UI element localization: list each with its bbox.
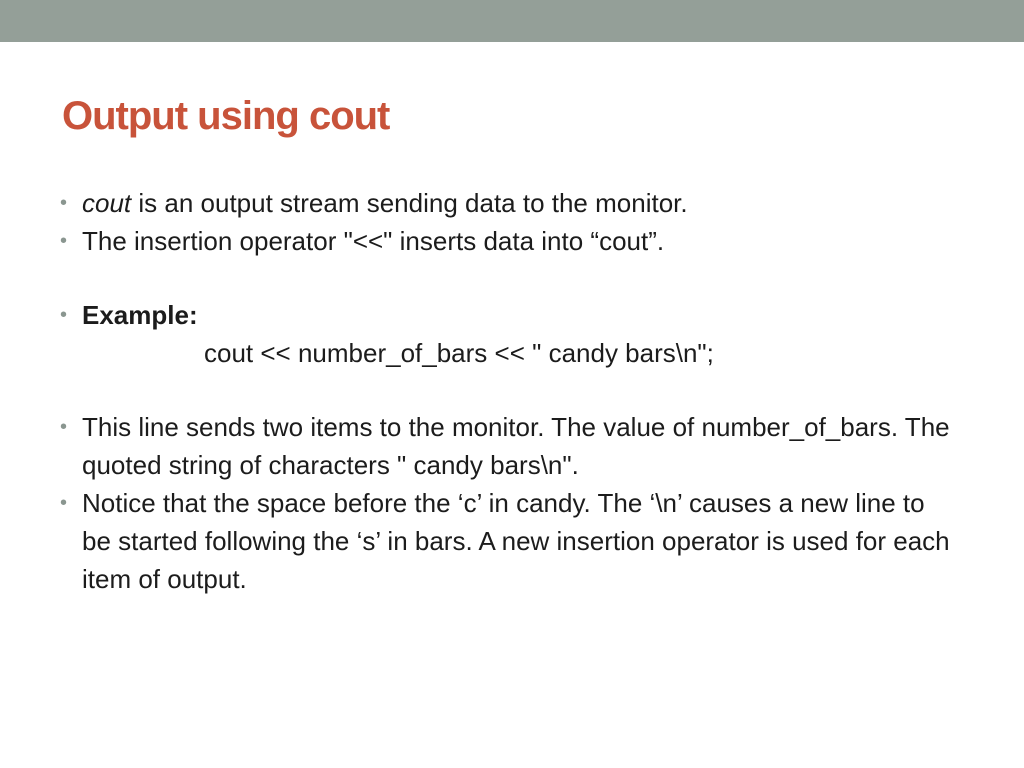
bullet-item xyxy=(60,484,960,598)
bullet-icon: • xyxy=(60,304,68,326)
bullet-item xyxy=(60,408,960,484)
bullet-text: The insertion operator "<<" inserts data into “cout”. xyxy=(82,226,665,256)
bullet-text: is an output stream sending data to the monitor. xyxy=(131,188,688,218)
example-label: Example: xyxy=(82,300,198,330)
code-example: cout << number_of_bars << " candy bars\n"; xyxy=(204,338,714,368)
bullet-text: This line sends two items to the monitor. The value of number_of_bars. The quoted string of characters " candy bars\n". xyxy=(82,412,950,480)
cout-term: cout xyxy=(82,188,132,218)
bullet-icon: • xyxy=(60,492,68,514)
bullet-item xyxy=(60,184,960,222)
bullet-icon: • xyxy=(60,416,68,438)
top-band xyxy=(0,0,1024,42)
bullet-icon: • xyxy=(60,192,68,214)
slide-body xyxy=(60,184,960,598)
bullet-item xyxy=(60,296,960,334)
bullet-icon: • xyxy=(60,230,68,252)
bullet-text: Notice that the space before the ‘c’ in candy. The ‘\n’ causes a new line to be started following the ‘s’ in bars. A new insertion operator is used for each item of output. xyxy=(82,488,950,594)
bullet-item xyxy=(60,222,960,260)
slide-title: Output using cout xyxy=(62,94,390,138)
